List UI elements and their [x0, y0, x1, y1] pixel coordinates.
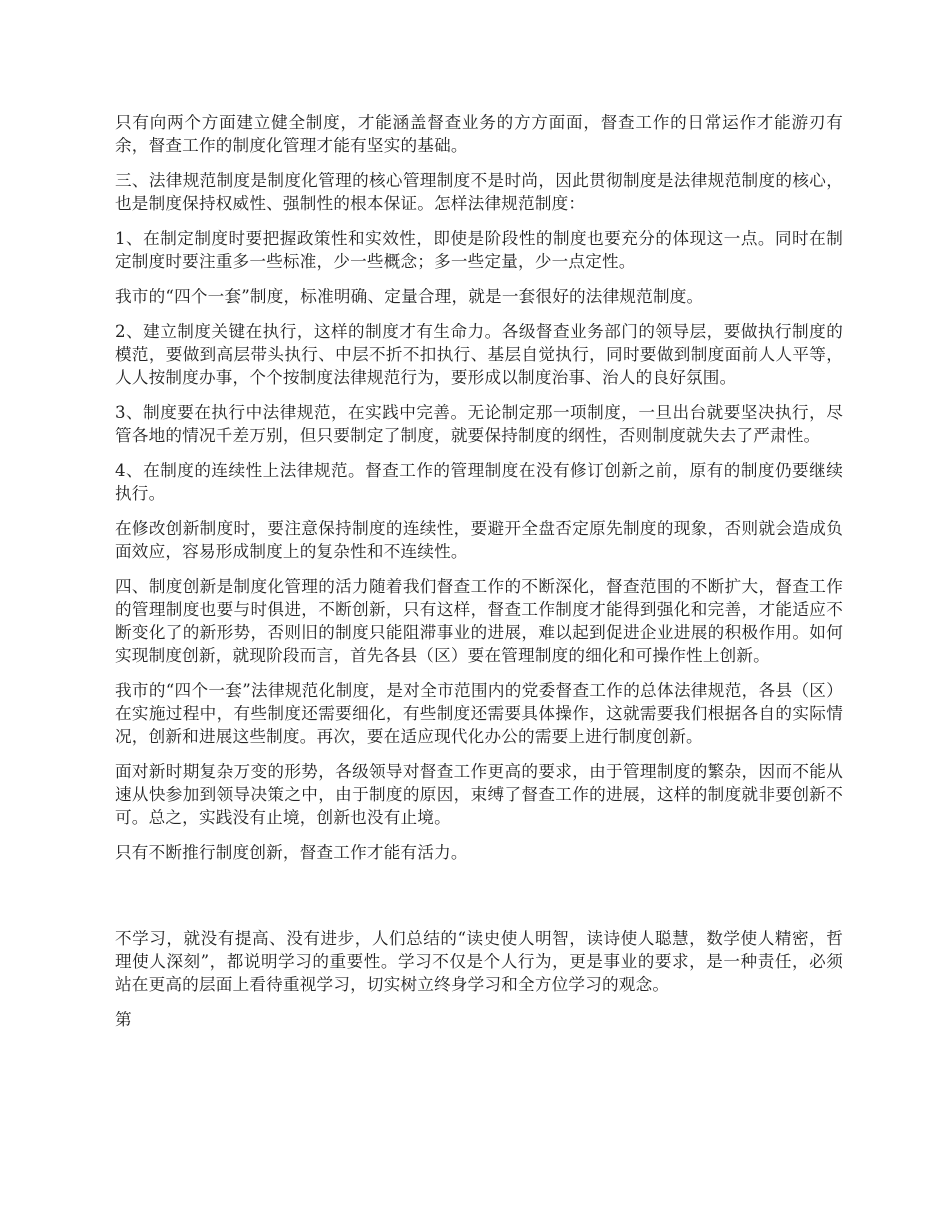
paragraph-3: 1、在制定制度时要把握政策性和实效性，即使是阶段性的制度也要充分的体现这一点。同时在制定制度时要注重多一些标准，少一些概念；多一些定量，少一点定性。 — [115, 229, 843, 271]
paragraph-10: 我市的“四个一套”法律规范化制度，是对全市范围内的党委督查工作的总体法律规范，各县（区）在实施过程中，有些制度还需要细化，有些制度还需要具体操作，这就需要我们根据各自的实际情况，创新和进展这些制度。再次，要在适应现代化办公的需要上进行制度创新。 — [115, 681, 843, 746]
document-body — [115, 111, 843, 1043]
paragraph-14: 第 — [115, 1010, 132, 1029]
section-spacer — [115, 876, 843, 927]
paragraph-4: 我市的“四个一套”制度，标准明确、定量合理，就是一套很好的法律规范制度。 — [115, 287, 704, 306]
paragraph-1: 只有向两个方面建立健全制度，才能涵盖督查业务的方方面面，督查工作的日常运作才能游刃有余，督查工作的制度化管理才能有坚实的基础。 — [115, 113, 843, 155]
paragraph-2: 三、法律规范制度是制度化管理的核心管理制度不是时尚，因此贯彻制度是法律规范制度的核心，也是制度保持权威性、强制性的根本保证。怎样法律规范制度： — [115, 171, 843, 213]
paragraph-12: 只有不断推行制度创新，督查工作才能有活力。 — [115, 843, 468, 862]
paragraph-9: 四、制度创新是制度化管理的活力随着我们督查工作的不断深化，督查范围的不断扩大，督查工作的管理制度也要与时俱进，不断创新，只有这样，督查工作制度才能得到强化和完善，才能适应不断变化了的新形势，否则旧的制度只能阻滞事业的进展，难以起到促进企业进展的积极作用。如何实现制度创新，就现阶段而言，首先各县（区）要在管理制度的细化和可操作性上创新。 — [115, 577, 843, 665]
paragraph-11: 面对新时期复杂万变的形势，各级领导对督查工作更高的要求，由于管理制度的繁杂，因而不能从速从快参加到领导决策之中，由于制度的原因，束缚了督查工作的进展，这样的制度就非要创新不可。总之，实践没有止境，创新也没有止境。 — [115, 762, 843, 827]
paragraph-13: 不学习，就没有提高、没有进步，人们总结的“读史使人明智，读诗使人聪慧，数学使人精密，哲理使人深刻”，都说明学习的重要性。学习不仅是个人行为，更是事业的要求，是一种责任，必须站在更高的层面上看待重视学习，切实树立终身学习和全方位学习的观念。 — [115, 929, 843, 994]
paragraph-7: 4、在制度的连续性上法律规范。督查工作的管理制度在没有修订创新之前，原有的制度仍要继续执行。 — [115, 461, 843, 503]
paragraph-5: 2、建立制度关键在执行，这样的制度才有生命力。各级督查业务部门的领导层，要做执行制度的模范，要做到高层带头执行、中层不折不扣执行、基层自觉执行，同时要做到制度面前人人平等，人人按制度办事，个个按制度法律规范行为，要形成以制度治事、治人的良好氛围。 — [115, 322, 843, 387]
paragraph-8: 在修改创新制度时，要注意保持制度的连续性，要避开全盘否定原先制度的现象，否则就会造成负面效应，容易形成制度上的复杂性和不连续性。 — [115, 519, 843, 561]
paragraph-6: 3、制度要在执行中法律规范，在实践中完善。无论制定那一项制度，一旦出台就要坚决执行，尽管各地的情况千差万别，但只要制定了制度，就要保持制度的纲性，否则制度就失去了严肃性。 — [115, 403, 843, 445]
